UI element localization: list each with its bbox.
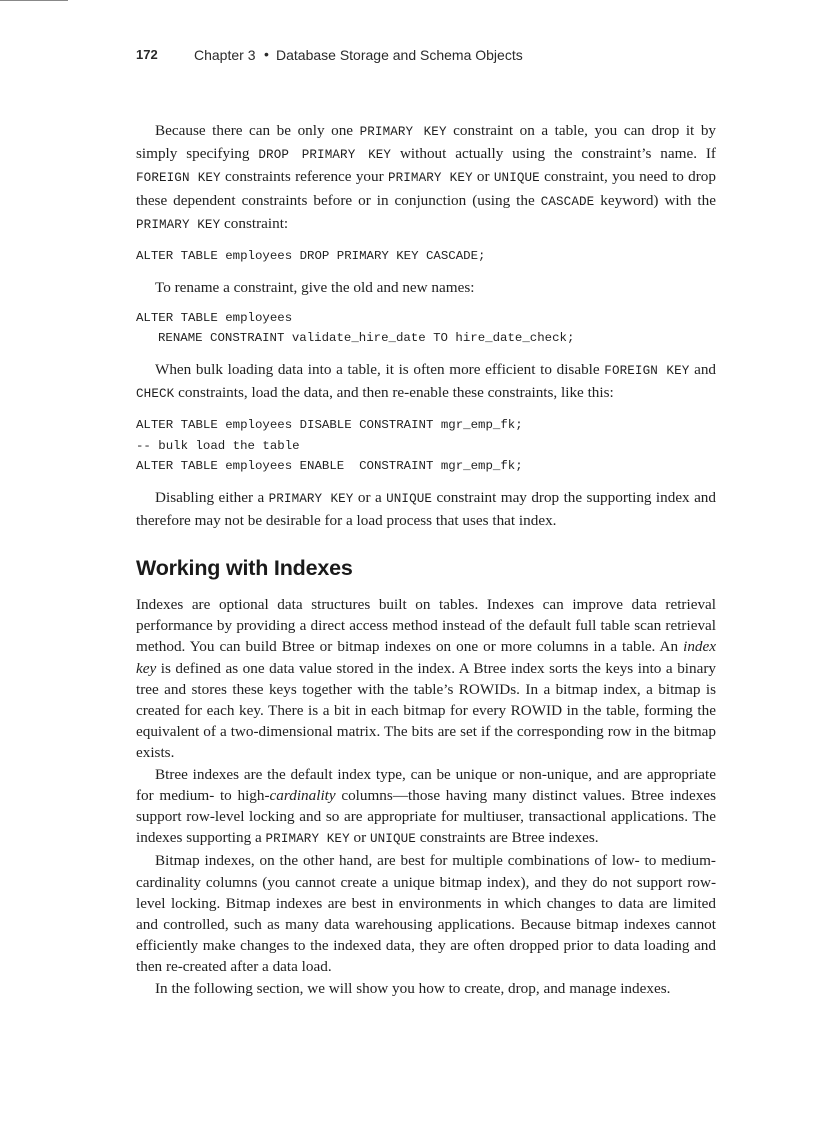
code-block-rename bbox=[136, 308, 716, 349]
code-line: ALTER TABLE employees DROP PRIMARY KEY CASCADE; bbox=[136, 249, 486, 264]
code-line: ALTER TABLE employees bbox=[136, 310, 293, 325]
paragraph-disabling-note: Disabling either a PRIMARY KEY or a UNIQUE constraint may drop the supporting index and therefore may not be desirable for a load process that uses that index. bbox=[136, 488, 716, 529]
header-separator: • bbox=[264, 46, 269, 62]
chapter-label: Chapter 3 bbox=[194, 47, 256, 63]
page-number: 172 bbox=[136, 47, 158, 62]
code-line: ALTER TABLE employees ENABLE CONSTRAINT mgr_emp_fk; bbox=[136, 459, 523, 474]
code-line: -- bulk load the table bbox=[136, 438, 300, 453]
paragraph-rename-constraint: To rename a constraint, give the old and new names: bbox=[155, 278, 475, 296]
code-block-disable-enable bbox=[136, 415, 716, 477]
paragraph-following-section: In the following section, we will show you how to create, drop, and manage indexes. bbox=[155, 979, 671, 997]
paragraph-indexes-intro: Indexes are optional data structures built on tables. Indexes can improve data retrieval performance by providing a direct access method instead of the default full table scan retrieval method. You can build Btree or bitmap indexes on one or more columns in a table. An index key is defined as one data value stored in the index. A Btree index sorts the keys into a binary tree and stores these keys together with the table’s ROWIDs. In a bitmap index, a bitmap is created for each key. There is a bit in each bitmap for every ROWID in the table, forming the equivalent of a two-dimensional matrix. The bits are set if the corresponding row in the bitmap exists. bbox=[136, 596, 716, 762]
paragraph-bitmap-indexes: Bitmap indexes, on the other hand, are best for multiple combinations of low- to medium-cardinality columns (you cannot create a unique bitmap index), and they do not support row-level locking. Bitmap indexes are best in environments in which changes to data are limited and controlled, such as many data warehousing applications. Because bitmap indexes cannot efficiently make changes to the indexed data, they are often dropped prior to data loading and then re-created after a data load. bbox=[136, 852, 716, 976]
paragraph-drop-primary-key: Because there can be only one PRIMARY KEY constraint on a table, you can drop it by simply specifying DROP PRIMARY KEY without actually using the constraint’s name. If FOREIGN KEY constraints reference your PRIMARY KEY or UNIQUE constraint, you need to drop these dependent constraints before or in conjunction (using the CASCADE keyword) with the PRIMARY KEY constraint: bbox=[136, 122, 717, 232]
corner-crop-rule bbox=[0, 0, 68, 1]
code-block-drop-pk bbox=[136, 246, 716, 267]
code-line: RENAME CONSTRAINT validate_hire_date TO hire_date_check; bbox=[158, 331, 575, 346]
paragraph-btree-indexes: Btree indexes are the default index type, can be unique or non-unique, and are appropriate for medium- to high-cardinality columns—those having many distinct values. Btree indexes support row-level locking and so are appropriate for multiuser, transactional applications. The indexes supporting a PRIMARY KEY or UNIQUE constraints are Btree indexes. bbox=[136, 765, 716, 847]
section-heading: Working with Indexes bbox=[136, 556, 353, 581]
code-line: ALTER TABLE employees DISABLE CONSTRAINT mgr_emp_fk; bbox=[136, 418, 523, 433]
page-body bbox=[136, 120, 716, 999]
paragraph-bulk-loading: When bulk loading data into a table, it is often more efficient to disable FOREIGN KEY and CHECK constraints, load the data, and then re-enable these constraints, like this: bbox=[136, 360, 717, 401]
chapter-title: Database Storage and Schema Objects bbox=[276, 47, 523, 63]
